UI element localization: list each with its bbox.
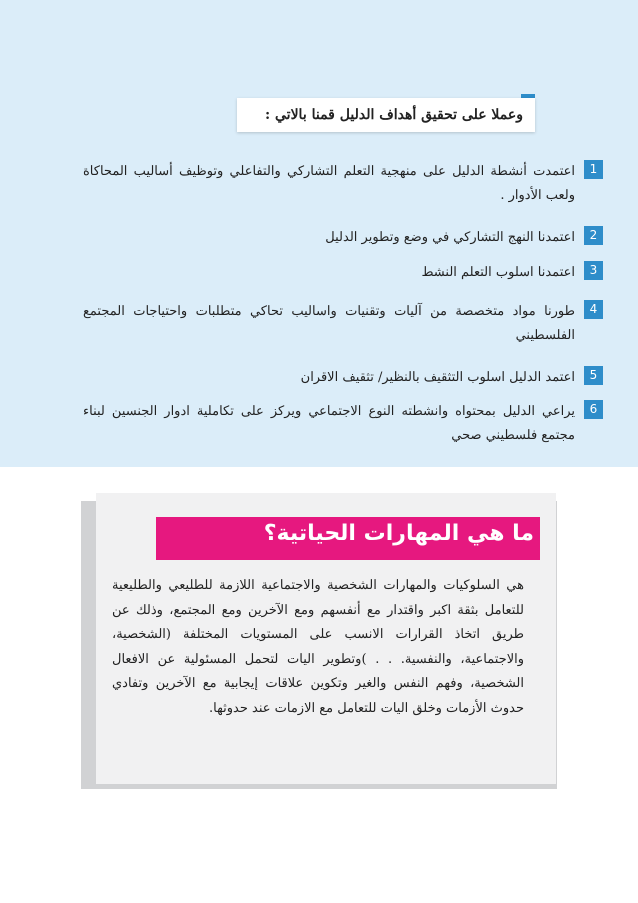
item-number-badge: 1 (584, 160, 603, 179)
section-body: هي السلوكيات والمهارات الشخصية والاجتماعية اللازمة للطليعي والطليعية للتعامل بثقة اكبر واقتدار مع أنفسهم ومع الآخرين ومع المجتمع، وذلك عن طريق اتخاذ القرارات الانسب على المستويات المختلفة (الشخصية، والاجتماعية، والنفسية. . . )وتطوير اليات لتحمل المسئولية عن الافعال الشخصية، وفهم النفس والغير وتكوين علاقات إيجابية مع الآخرين وتفادي حدوث الأزمات وخلق اليات للتعامل مع الازمات عند حدوثها. (112, 578, 524, 716)
item-number-badge: 3 (584, 261, 603, 280)
item-text: اعتمدنا اسلوب التعلم النشط (421, 265, 575, 280)
intro-heading: وعملا على تحقيق أهداف الدليل قمنا بالاتي : (264, 107, 523, 123)
list-item (83, 300, 603, 348)
list-item (83, 261, 603, 285)
section-title: ما هي المهارات الحياتية؟ (263, 521, 534, 546)
list-item (83, 366, 603, 390)
item-text: اعتمد الدليل اسلوب التثقيف بالنظير/ تثقيف الاقران (300, 370, 575, 385)
item-text: اعتمدنا النهج التشاركي في وضع وتطوير الدليل (325, 230, 575, 245)
item-number-badge: 4 (584, 300, 603, 319)
list-item (83, 160, 603, 208)
list-item (83, 226, 603, 250)
item-number-badge: 5 (584, 366, 603, 385)
item-text: طورنا مواد متخصصة من آليات وتقنيات واساليب تحاكي متطلبات واحتياجات المجتمع الفلسطيني (83, 304, 575, 343)
item-text: يراعي الدليل بمحتواه وانشطته النوع الاجتماعي ويركز على تكاملية ادوار الجنسين لبناء مجتمع فلسطيني صحي (83, 404, 575, 443)
item-text: اعتمدت أنشطة الدليل على منهجية التعلم التشاركي والتفاعلي وتوظيف أساليب المحاكاة ولعب الأدوار . (83, 164, 575, 203)
list-item (83, 400, 603, 448)
item-number-badge: 6 (584, 400, 603, 419)
item-number-badge: 2 (584, 226, 603, 245)
